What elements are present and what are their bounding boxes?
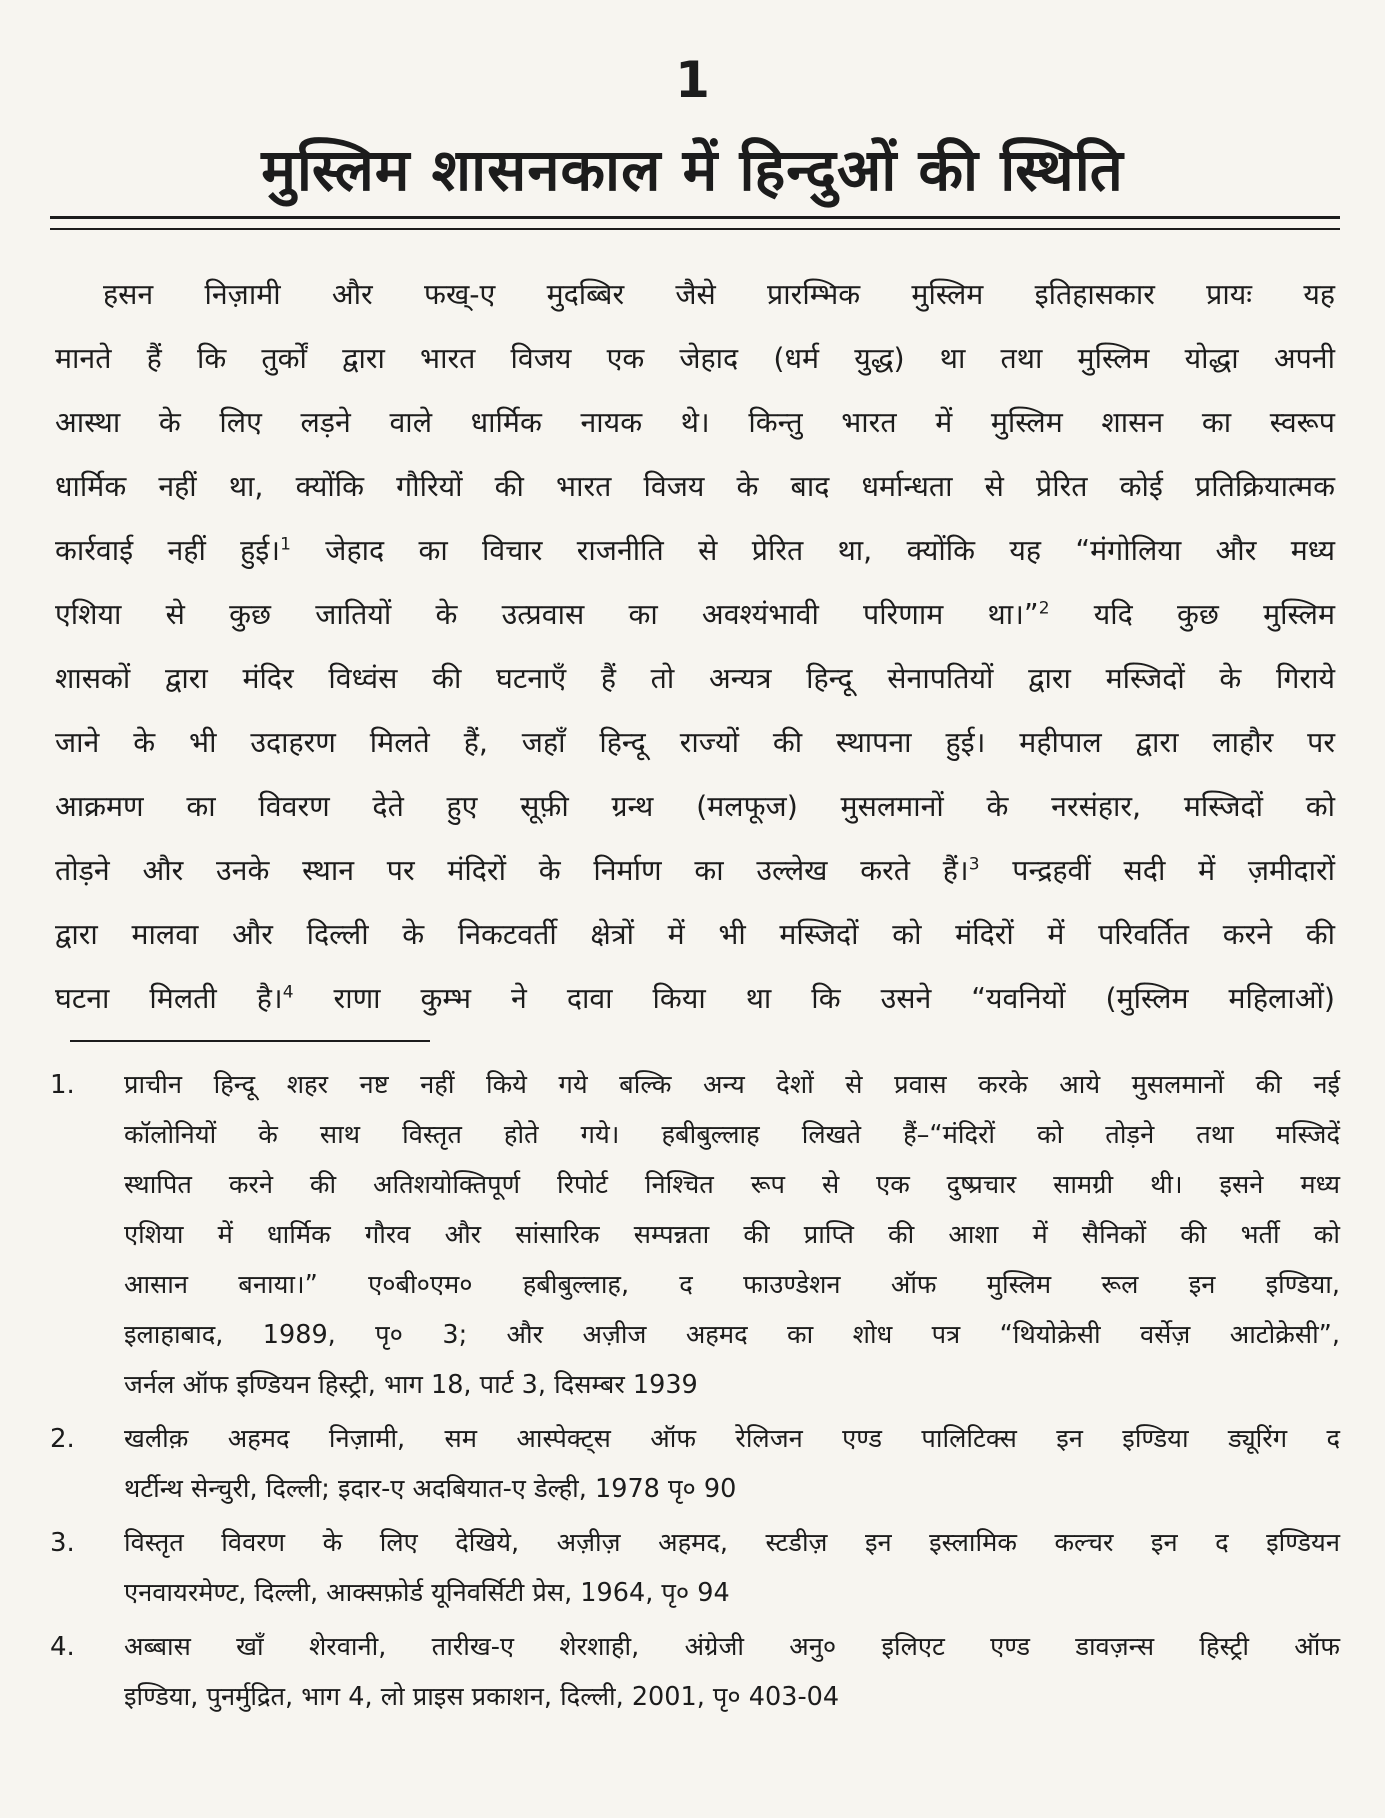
footnote-number: 4. bbox=[50, 1632, 75, 1662]
body-line: तोड़ने और उनके स्थान पर मंदिरों के निर्माण का उल्लेख करते हैं।$^3$ पन्द्रहवीं सदी में ज़मीदारों bbox=[55, 854, 1335, 887]
body-line: कार्रवाई नहीं हुई।$^1$ जेहाद का विचार राजनीति से प्रेरित था, क्योंकि यह “मंगोलिया और मध्य bbox=[55, 534, 1336, 567]
chapter-number: 1 bbox=[675, 51, 710, 109]
footnote-line: स्थापित करने की अतिशयोक्तिपूर्ण रिपोर्ट निश्चित रूप से एक दुष्प्रचार सामग्री थी। इसने मध्य bbox=[124, 1170, 1340, 1200]
footnote-line: कॉलोनियों के साथ विस्तृत होते गये। हबीबुल्लाह लिखते हैं–“मंदिरों को तोड़ने तथा मस्जिदें bbox=[124, 1120, 1340, 1150]
body-line: आस्था के लिए लड़ने वाले धार्मिक नायक थे। किन्तु भारत में मुस्लिम शासन का स्वरूप bbox=[55, 406, 1335, 439]
footnote-number: 2. bbox=[50, 1424, 75, 1454]
footnote-line: विस्तृत विवरण के लिए देखिये, अज़ीज़ अहमद, स्टडीज़ इन इस्लामिक कल्चर इन द इण्डियन bbox=[124, 1528, 1340, 1558]
footnote-item bbox=[50, 1622, 1340, 1722]
footnote-mark: 4 bbox=[282, 982, 294, 1003]
footnote-mark: 3 bbox=[968, 854, 980, 875]
footnote-line: प्राचीन हिन्दू शहर नष्ट नहीं किये गये बल्कि अन्य देशों से प्रवास करके आये मुसलमानों की नई bbox=[124, 1070, 1340, 1100]
footnotes bbox=[50, 1060, 1340, 1726]
body-line: मानते हैं कि तुर्कों द्वारा भारत विजय एक जेहाद (धर्म युद्ध) था तथा मुस्लिम योद्धा अपनी bbox=[55, 342, 1335, 375]
footnote-number: 1. bbox=[50, 1070, 75, 1100]
footnote-line: इलाहाबाद, 1989, पृ० 3; और अज़ीज अहमद का शोध पत्र “थियोक्रेसी वर्सेज़ आटोक्रेसी”, bbox=[124, 1320, 1340, 1350]
footnote-number: 3. bbox=[50, 1528, 75, 1558]
body-line: धार्मिक नहीं था, क्योंकि गौरियों की भारत विजय के बाद धर्मान्धता से प्रेरित कोई प्रतिक्रियात्मक bbox=[55, 470, 1335, 503]
footnote-mark: 1 bbox=[280, 534, 291, 555]
footnote-line: एनवायरमेण्ट, दिल्ली, आक्सफ़ोर्ड यूनिवर्सिटी प्रेस, 1964, पृ० 94 bbox=[124, 1578, 730, 1608]
footnote-item bbox=[50, 1518, 1340, 1618]
footnote-mark: 2 bbox=[1038, 598, 1050, 619]
footnote-line: खलीक़ अहमद निज़ामी, सम आस्पेक्ट्स ऑफ रेलिजन एण्ड पालिटिक्स इन इण्डिया ड्यूरिंग द bbox=[124, 1424, 1340, 1454]
body-line: जाने के भी उदाहरण मिलते हैं, जहाँ हिन्दू राज्यों की स्थापना हुई। महीपाल द्वारा लाहौर पर bbox=[55, 726, 1335, 759]
footnote-line: थर्टीन्थ सेन्चुरी, दिल्ली; इदार-ए अदबियात-ए डेल्ही, 1978 पृ० 90 bbox=[124, 1474, 737, 1504]
body-line: द्वारा मालवा और दिल्ली के निकटवर्ती क्षेत्रों में भी मस्जिदों को मंदिरों में परिवर्तित करने की bbox=[55, 918, 1335, 951]
footnote-line: इण्डिया, पुनर्मुद्रित, भाग 4, लो प्राइस प्रकाशन, दिल्ली, 2001, पृ० 403-04 bbox=[124, 1682, 840, 1712]
chapter-title: मुस्लिम शासनकाल में हिन्दुओं की स्थिति bbox=[261, 136, 1124, 204]
footnote-line: एशिया में धार्मिक गौरव और सांसारिक सम्पन्नता की प्राप्ति की आशा में सैनिकों की भर्ती को bbox=[124, 1220, 1340, 1250]
footnote-item bbox=[50, 1414, 1340, 1514]
footnote-item bbox=[50, 1060, 1340, 1410]
footnote-line: जर्नल ऑफ इण्डियन हिस्ट्री, भाग 18, पार्ट 3, दिसम्बर 1939 bbox=[124, 1370, 698, 1400]
body-line: हसन निज़ामी और फख्-ए मुदब्बिर जैसे प्रारम्भिक मुस्लिम इतिहासकार प्रायः यह bbox=[103, 278, 1335, 311]
title-rule-thin bbox=[50, 228, 1340, 230]
body-line: एशिया से कुछ जातियों के उत्प्रवास का अवश्यंभावी परिणाम था।”$^2$ यदि कुछ मुस्लिम bbox=[55, 598, 1335, 631]
title-rule-thick bbox=[50, 216, 1340, 219]
body-paragraph bbox=[55, 263, 1335, 1031]
body-line: शासकों द्वारा मंदिर विध्वंस की घटनाएँ हैं तो अन्यत्र हिन्दू सेनापतियों द्वारा मस्जिदों के गिराये bbox=[55, 662, 1335, 695]
footnote-line: अब्बास खाँ शेरवानी, तारीख-ए शेरशाही, अंग्रेजी अनु० इलिएट एण्ड डावज़न्स हिस्ट्री ऑफ bbox=[124, 1632, 1340, 1662]
body-line: आक्रमण का विवरण देते हुए सूफ़ी ग्रन्थ (मलफूज) मुसलमानों के नरसंहार, मस्जिदों को bbox=[55, 790, 1335, 823]
footnote-line: आसान बनाया।” ए०बी०एम० हबीबुल्लाह, द फाउण्डेशन ऑफ मुस्लिम रूल इन इण्डिया, bbox=[124, 1270, 1340, 1300]
footnote-separator bbox=[70, 1040, 430, 1042]
body-line: घटना मिलती है।$^4$ राणा कुम्भ ने दावा किया था कि उसने “यवनियों (मुस्लिम महिलाओं) bbox=[55, 982, 1336, 1015]
